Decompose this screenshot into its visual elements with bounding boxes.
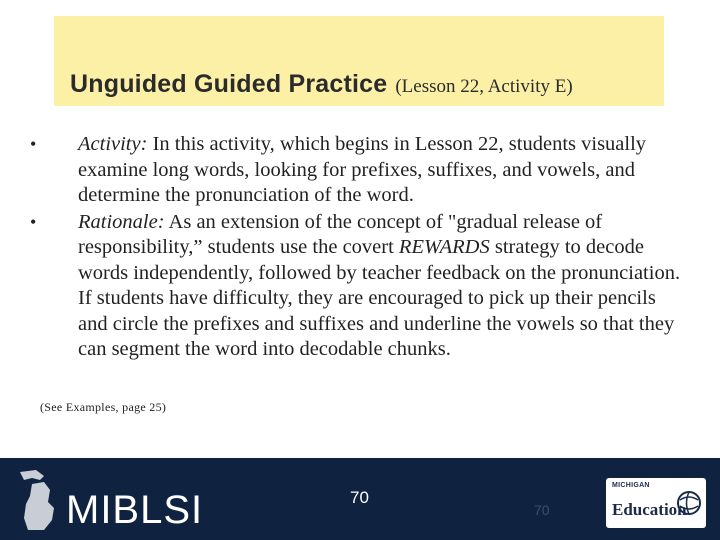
title-subtitle: (Lesson 22, Activity E) (395, 76, 573, 97)
bullet-label-rationale: Rationale: (78, 210, 165, 233)
page-number: 70 (350, 488, 369, 507)
footer-bar (0, 458, 720, 540)
page-number-ghost: 70 (534, 502, 550, 518)
slide-title (70, 70, 573, 99)
title-main: Unguided Guided Practice (70, 70, 388, 98)
bullet-marker: • (30, 211, 37, 232)
bullet-marker: • (30, 134, 37, 154)
brand-name: MIBLSI (66, 488, 204, 532)
michigan-map-icon (14, 468, 66, 534)
bullet-activity (30, 132, 690, 209)
bullet-emphasis-rewards: REWARDS (398, 236, 490, 258)
logo-michigan-text: MICHIGAN (612, 482, 650, 489)
bullet-label-activity: Activity: (78, 133, 148, 155)
globe-icon (676, 490, 702, 516)
logo-education-text: Education (612, 500, 687, 519)
michigan-education-logo (606, 478, 706, 528)
bullet-text-activity: In this activity, which begins in Lesson 22, students visually examine long words, looking for prefixes, suffixes, and vowels, and determine the pronunciation of the word. (78, 133, 647, 206)
bullet-list (30, 132, 690, 364)
bullet-rationale (30, 210, 690, 363)
source-note: (See Examples, page 25) (40, 400, 167, 414)
bullet-text-rationale-2: strategy to decode words independently, followed by teacher feedback on the pronunciation. If students have difficulty, they are encouraged to pick up their pencils and circle the prefixes and suffixes and underline the vowels so that they can segment the word into decodable chunks. (78, 236, 681, 360)
bullet-text-rationale-1: As an extension of the concept of "gradual release of responsibility,” students use the covert (78, 210, 603, 258)
